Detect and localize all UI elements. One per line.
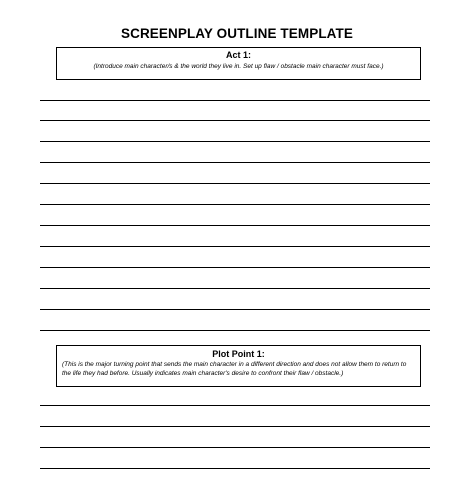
- document-title: SCREENPLAY OUTLINE TEMPLATE: [121, 26, 353, 41]
- plot-point-1-heading: Plot Point 1:: [212, 349, 265, 359]
- writing-line[interactable]: [40, 225, 430, 226]
- writing-line[interactable]: [40, 330, 430, 331]
- plot-point-1-description: (This is the major turning point that sends the main character in a different direction and does not allow them to return to the life they had before. Usually indicates main character's desire to confront their flaw / obstacle.): [62, 361, 407, 377]
- writing-line[interactable]: [40, 267, 430, 268]
- writing-line[interactable]: [40, 405, 430, 406]
- plot-point-1-box: [56, 345, 421, 387]
- writing-line[interactable]: [40, 120, 430, 121]
- writing-line[interactable]: [40, 183, 430, 184]
- writing-line[interactable]: [40, 141, 430, 142]
- writing-line[interactable]: [40, 246, 430, 247]
- act-1-heading: Act 1:: [225, 50, 251, 60]
- writing-line[interactable]: [40, 204, 430, 205]
- act-1-box: [56, 47, 421, 80]
- writing-line[interactable]: [40, 288, 430, 289]
- writing-line[interactable]: [40, 468, 430, 469]
- act-1-description: (Introduce main character/s & the world they live in. Set up flaw / obstacle main character must face.): [93, 63, 384, 70]
- writing-line[interactable]: [40, 447, 430, 448]
- writing-line[interactable]: [40, 309, 430, 310]
- writing-line[interactable]: [40, 100, 430, 101]
- writing-line[interactable]: [40, 426, 430, 427]
- writing-line[interactable]: [40, 162, 430, 163]
